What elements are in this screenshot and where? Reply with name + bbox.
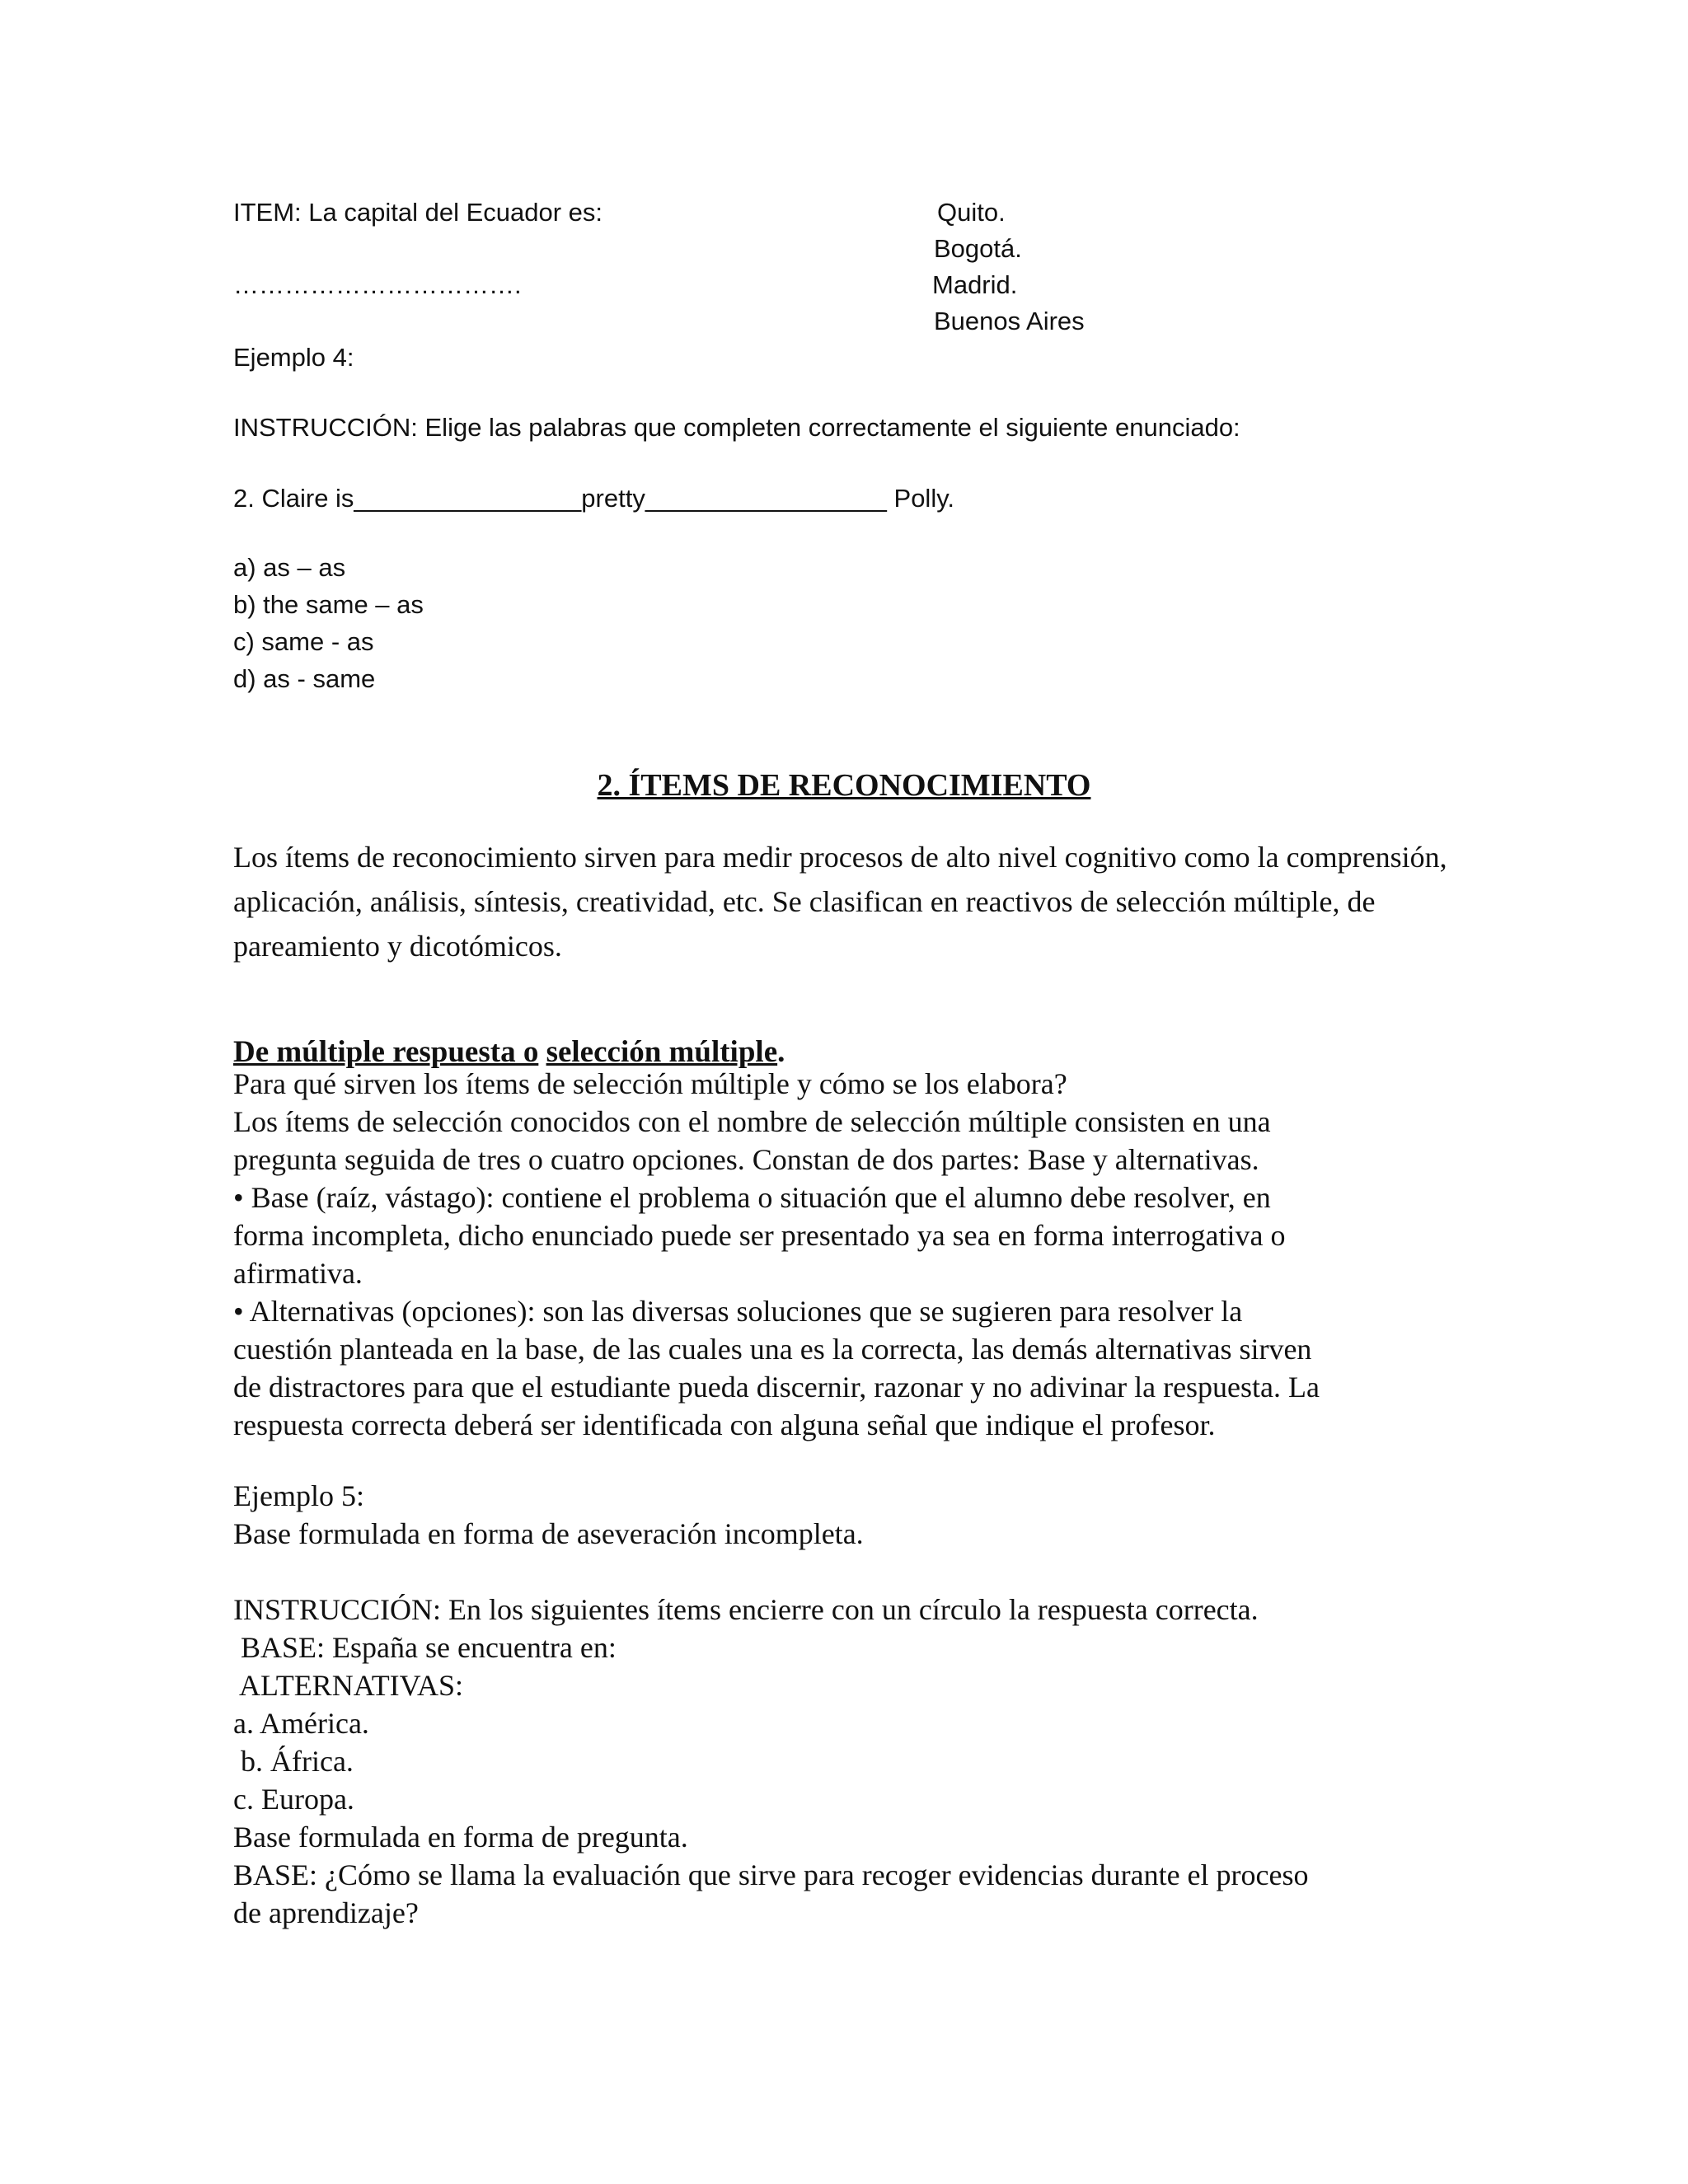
text-line: Base formulada en forma de pregunta. bbox=[233, 1821, 688, 1854]
heading-end: . bbox=[777, 1035, 785, 1069]
text-line: de distractores para que el estudiante pueda discernir, razonar y no adivinar la respuesta. La bbox=[233, 1371, 1320, 1404]
text-line: respuesta correcta deberá ser identificada con alguna señal que indique el profesor. bbox=[233, 1408, 1216, 1441]
heading-part-2: selección múltiple bbox=[546, 1035, 778, 1069]
text-line: INSTRUCCIÓN: En los siguientes ítems encierre con un círculo la respuesta correcta. bbox=[233, 1593, 1259, 1626]
instruction-text: INSTRUCCIÓN: Elige las palabras que completen correctamente el siguiente enunciado: bbox=[233, 413, 1240, 442]
intro-paragraph: Los ítems de reconocimiento sirven para medir procesos de alto nivel cognitivo como la comprensión, aplicación, análisis, síntesis, creatividad, etc. Se clasifican en reactivos de selección múltiple, de pareamiento y dicotómicos. bbox=[233, 841, 1447, 963]
choice-d: d) as - same bbox=[233, 664, 376, 693]
answer-dots: ……………………………. bbox=[233, 270, 522, 299]
text-line: Los ítems de selección conocidos con el nombre de selección múltiple consisten en una bbox=[233, 1105, 1271, 1138]
text-line: c. Europa. bbox=[233, 1783, 354, 1816]
example-5-body bbox=[233, 1591, 1470, 1932]
option-madrid: Madrid. bbox=[932, 270, 1018, 299]
text-line: cuestión planteada en la base, de las cuales una es la correcta, las demás alternativas sirven bbox=[233, 1333, 1312, 1366]
text-line: ALTERNATIVAS: bbox=[233, 1669, 464, 1702]
multiple-choice-heading bbox=[233, 1037, 785, 1067]
choice-b: b) the same – as bbox=[233, 590, 424, 619]
text-line: b. África. bbox=[233, 1745, 354, 1778]
choice-c: c) same - as bbox=[233, 627, 374, 656]
text-line: Para qué sirven los ítems de selección múltiple y cómo se los elabora? bbox=[233, 1067, 1067, 1100]
text-line: a. América. bbox=[233, 1707, 369, 1740]
multiple-choice-text bbox=[233, 1065, 1470, 1444]
text-line: BASE: ¿Cómo se llama la evaluación que sirve para recoger evidencias durante el proceso bbox=[233, 1858, 1309, 1891]
text-line: • Base (raíz, vástago): contiene el problema o situación que el alumno debe resolver, en bbox=[233, 1181, 1271, 1214]
fill-sentence: 2. Claire is________________pretty_________________ Polly. bbox=[233, 484, 955, 513]
section-heading: 2. ÍTEMS DE RECONOCIMIENTO bbox=[597, 768, 1091, 803]
text-line: de aprendizaje? bbox=[233, 1896, 419, 1929]
text-line: afirmativa. bbox=[233, 1257, 363, 1290]
text-line: Ejemplo 5: bbox=[233, 1479, 364, 1512]
option-quito: Quito. bbox=[937, 198, 1006, 227]
choice-a: a) as – as bbox=[233, 553, 346, 582]
text-line: forma incompleta, dicho enunciado puede ser presentado ya sea en forma interrogativa o bbox=[233, 1219, 1286, 1252]
item-label: ITEM: La capital del Ecuador es: bbox=[233, 198, 603, 227]
heading-part-1: De múltiple respuesta o bbox=[233, 1035, 539, 1069]
text-line: Base formulada en forma de aseveración incompleta. bbox=[233, 1517, 864, 1550]
option-bogota: Bogotá. bbox=[934, 234, 1022, 263]
text-line: • Alternativas (opciones): son las diversas soluciones que se sugieren para resolver la bbox=[233, 1295, 1243, 1328]
option-buenos-aires: Buenos Aires bbox=[934, 307, 1085, 335]
text-line: pregunta seguida de tres o cuatro opciones. Constan de dos partes: Base y alternativas. bbox=[233, 1143, 1259, 1176]
text-line: BASE: España se encuentra en: bbox=[233, 1631, 617, 1664]
example-5-intro bbox=[233, 1477, 1470, 1553]
example-4-label: Ejemplo 4: bbox=[233, 343, 354, 372]
